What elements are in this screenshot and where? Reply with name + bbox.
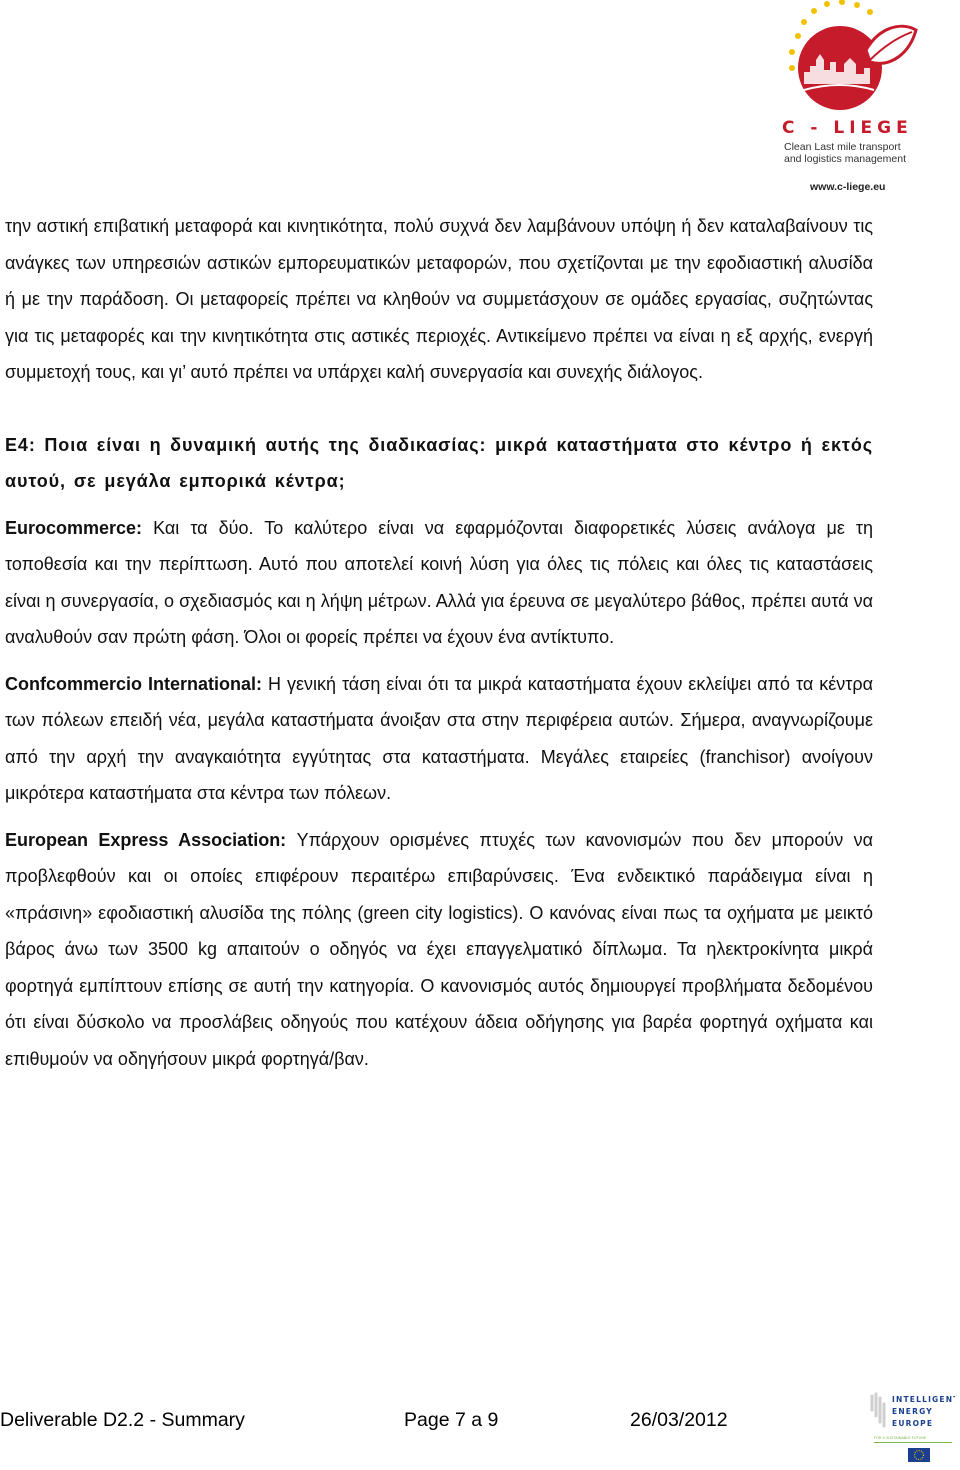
answer-lead: Confcommercio International:: [5, 673, 262, 694]
footer-page-number: Page 7 a 9: [404, 1409, 499, 1431]
c-liege-logo: [770, 0, 920, 195]
c-liege-emblem-icon: [770, 0, 920, 120]
logo-name: C - LIEGE: [782, 118, 913, 138]
ee-logo-line2: ENERGY: [892, 1407, 933, 1416]
footer-date: 26/03/2012: [630, 1409, 728, 1431]
ee-logo-tagline: FOR A SUSTAINABLE FUTURE: [874, 1436, 927, 1440]
answer-lead: Eurocommerce:: [5, 517, 143, 538]
paragraph-intro: την αστική επιβατική μεταφορά και κινητικότητα, πολύ συχνά δεν λαμβάνουν υπόψη ή δεν καταλαβαίνουν τις ανάγκες των υπηρεσιών αστικών εμπορευματικών μεταφορών, που σχετίζονται με την εφοδιαστική αλυσίδα ή με την παράδοση. Οι μεταφορείς πρέπει να κληθούν να συμμετάσχουν σε ομάδες εργασίας, συζητώντας για τις μεταφορές και την κινητικότητα στις αστικές περιοχές. Αντικείμενο πρέπει να είναι η εξ αρχής, ενεργή συμμετοχή τους, και γι’ αυτό πρέπει να υπάρχει καλή συνεργασία και συνεχής διάλογος.: [5, 216, 873, 382]
answer-lead: European Express Association:: [5, 829, 287, 850]
logo-tagline: Clean Last mile transport and logistics management: [784, 141, 906, 165]
footer-deliverable: Deliverable D2.2 - Summary: [0, 1409, 245, 1431]
answer-eurocommerce: [5, 510, 873, 656]
ee-logo-line3: EUROPE: [892, 1419, 934, 1428]
answer-text: Υπάρχουν ορισμένες πτυχές των κανονισμών που δεν μπορούν να προβλεφθούν και οι οποίες επιφέρουν περαιτέρω επιβαρύνσεις. Ένα ενδεικτικό παράδειγμα είναι η «πράσινη» εφοδιαστική αλυσίδα της πόλης (green city logistics). Ο κανόνας είναι πως τα οχήματα με μεικτό βάρος άνω των 3500 kg απαιτούν ο οδηγός να έχει επαγγελματικό δίπλωμα. Τα ηλεκτροκίνητα μικρά φορτηγά εμπίπτουν επίσης σε αυτή την κατηγορία. Ο κανονισμός αυτός δημιουργεί προβλήματα δεδομένου ότι είναι δύσκολο να προσλάβεις οδηγούς που κατέχουν άδεια οδήγησης για βαρέα φορτηγά οχήματα και επιθυμούν να οδηγήσουν μικρά φορτηγά/βαν.: [5, 829, 873, 1069]
intelligent-energy-europe-logo: [870, 1392, 955, 1464]
logo-url: www.c-liege.eu: [810, 181, 886, 193]
question-heading: Ε4: Ποια είναι η δυναμική αυτής της διαδικασίας: μικρά καταστήματα στο κέντρο ή εκτός αυτού, σε μεγάλα εμπορικά κέντρα;: [5, 434, 873, 491]
page-footer: [0, 1409, 760, 1435]
eu-flag-icon: [908, 1448, 930, 1462]
answer-text: Και τα δύο. Το καλύτερο είναι να εφαρμόζονται διαφορετικές λύσεις ανάλογα με τη τοποθεσία και την περίπτωση. Αυτό που αποτελεί κοινή λύση για όλες τις πόλεις και όλες τις καταστάσεις είναι η συνεργασία, ο σχεδιασμός και η λήψη μέτρων. Αλλά για έρευνα σε μεγαλύτερο βάθος, πρέπει αυτά να αναλυθούν σαν πρώτη φάση. Όλοι οι φορείς πρέπει να έχουν ένα αντίκτυπο.: [5, 517, 873, 647]
document-body: [5, 208, 873, 1077]
intelligent-energy-europe-icon: [870, 1392, 955, 1464]
ee-logo-line1: INTELLIGENT: [892, 1395, 955, 1404]
answer-text: Η γενική τάση είναι ότι τα μικρά καταστήματα έχουν εκλείψει από τα κέντρα των πόλεων επειδή νέα, μεγάλα καταστήματα άνοιξαν στα στην περιφέρεια αυτών. Σήμερα, αναγνωρίζουμε από την αρχή την αναγκαιότητα εγγύτητας στα καταστήματα. Μεγάλες εταιρείες (franchisor) ανοίγουν μικρότερα καταστήματα στα κέντρα των πόλεων.: [5, 673, 873, 803]
answer-european-express: [5, 822, 873, 1078]
answer-confcommercio: [5, 666, 873, 812]
